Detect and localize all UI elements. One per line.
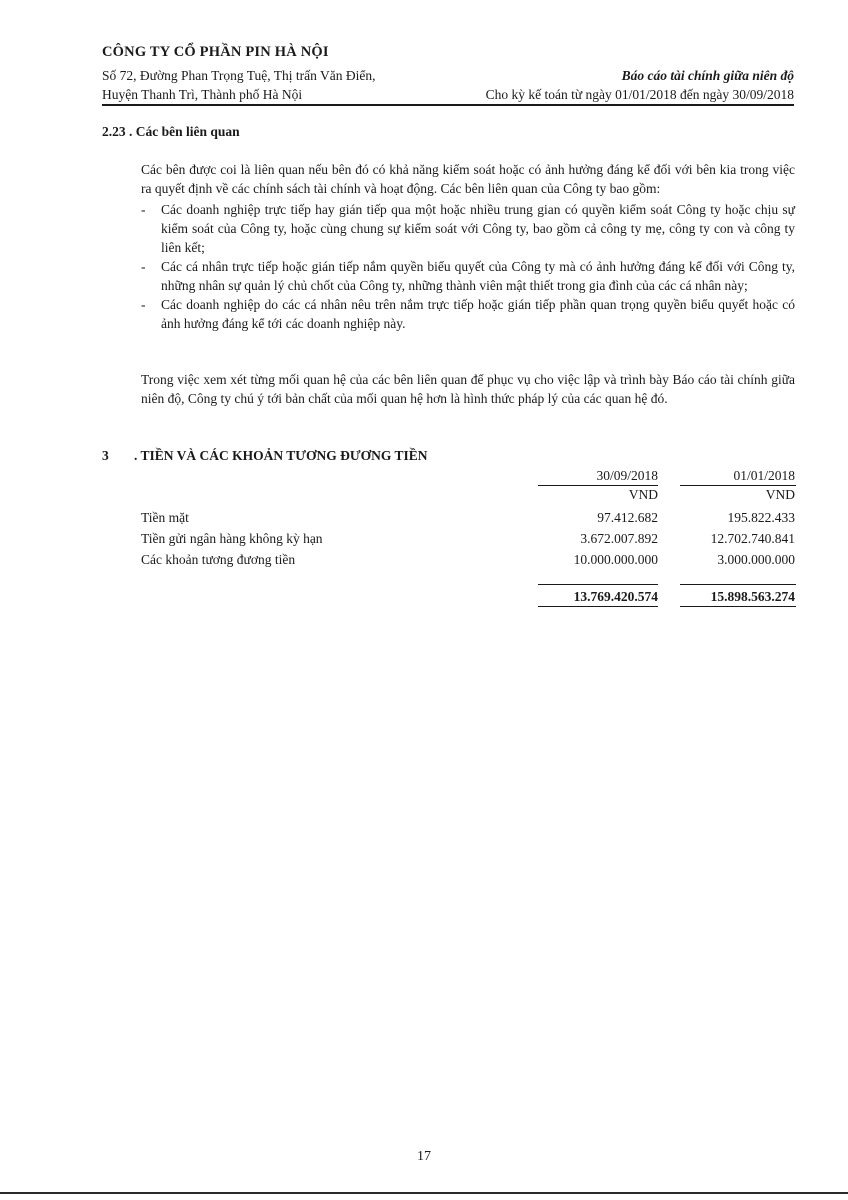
company-address-line1: Số 72, Đường Phan Trọng Tuệ, Thị trấn Văn Điển,	[102, 68, 376, 83]
row-label-cash: Tiền mặt	[141, 510, 189, 525]
list-item	[141, 257, 795, 295]
section-2-23-closing: Trong việc xem xét từng mối quan hệ của các bên liên quan để phục vụ cho việc lập và trình bày Báo cáo tài chính giữa niên độ, Công ty chú ý tới bản chất của mối quan hệ hơn là hình thức pháp lý của các quan hệ đó.	[141, 372, 795, 406]
column-unit-2: VND	[765, 487, 795, 502]
header-divider	[102, 104, 794, 106]
total-rule-bottom-1	[538, 606, 658, 607]
scan-bottom-edge	[0, 1192, 848, 1194]
column-header-date-1: 30/09/2018	[596, 468, 658, 483]
report-period: Cho kỳ kế toán từ ngày 01/01/2018 đến ngày 30/09/2018	[485, 87, 794, 102]
row-value-cash-1: 97.412.682	[597, 510, 658, 525]
list-item	[141, 200, 795, 257]
row-value-cash-equivalents-2: 3.000.000.000	[717, 552, 795, 567]
section-3-number: 3	[102, 448, 109, 463]
total-value-2: 15.898.563.274	[710, 589, 795, 604]
row-value-demand-deposits-1: 3.672.007.892	[580, 531, 658, 546]
total-rule-top-2	[680, 584, 796, 585]
list-item-text: Các doanh nghiệp trực tiếp hay gián tiếp qua một hoặc nhiều trung gian có quyền kiểm soát Công ty hoặc chịu sự kiểm soát của Công ty, hoặc cùng chung sự kiểm soát với Công ty, bao gồm cả công ty mẹ, công ty con và công ty liên kết;	[161, 202, 795, 255]
bullet-marker: -	[141, 297, 146, 312]
page-number: 17	[417, 1149, 431, 1164]
column-header-rule-1	[538, 485, 658, 486]
bullet-marker: -	[141, 259, 146, 274]
total-rule-top-1	[538, 584, 658, 585]
total-value-1: 13.769.420.574	[573, 589, 658, 604]
row-value-demand-deposits-2: 12.702.740.841	[710, 531, 795, 546]
column-header-date-2: 01/01/2018	[733, 468, 795, 483]
list-item	[141, 295, 795, 333]
row-label-demand-deposits: Tiền gửi ngân hàng không kỳ hạn	[141, 531, 323, 546]
section-2-23-intro: Các bên được coi là liên quan nếu bên đó có khả năng kiểm soát hoặc có ảnh hưởng đáng kể đối với bên kia trong việc ra quyết định về các chính sách tài chính và hoạt động. Các bên liên quan của Công ty bao gồm:	[141, 162, 795, 196]
section-3-title: . TIỀN VÀ CÁC KHOẢN TƯƠNG ĐƯƠNG TIỀN	[134, 448, 428, 463]
company-name: CÔNG TY CỔ PHẦN PIN HÀ NỘI	[102, 44, 329, 60]
list-item-text: Các cá nhân trực tiếp hoặc gián tiếp nắm quyền biểu quyết của Công ty mà có ảnh hưởng đáng kể đối với Công ty, những nhân sự quản lý chủ chốt của Công ty, những thành viên mật thiết trong gia đình của các cá nhân này;	[161, 259, 795, 293]
row-label-cash-equivalents: Các khoản tương đương tiền	[141, 552, 296, 567]
row-value-cash-equivalents-1: 10.000.000.000	[573, 552, 658, 567]
company-address-line2: Huyện Thanh Trì, Thành phố Hà Nội	[102, 87, 303, 102]
report-title: Báo cáo tài chính giữa niên độ	[621, 68, 794, 83]
related-parties-list	[141, 200, 795, 333]
total-rule-bottom-2	[680, 606, 796, 607]
column-header-rule-2	[680, 485, 796, 486]
section-2-23-title: 2.23 . Các bên liên quan	[102, 124, 240, 139]
row-value-cash-2: 195.822.433	[727, 510, 795, 525]
list-item-text: Các doanh nghiệp do các cá nhân nêu trên nắm trực tiếp hoặc gián tiếp phần quan trọng quyền biểu quyết hoặc có ảnh hưởng đáng kể tới các doanh nghiệp này.	[161, 297, 795, 331]
bullet-marker: -	[141, 202, 146, 217]
column-unit-1: VND	[628, 487, 658, 502]
